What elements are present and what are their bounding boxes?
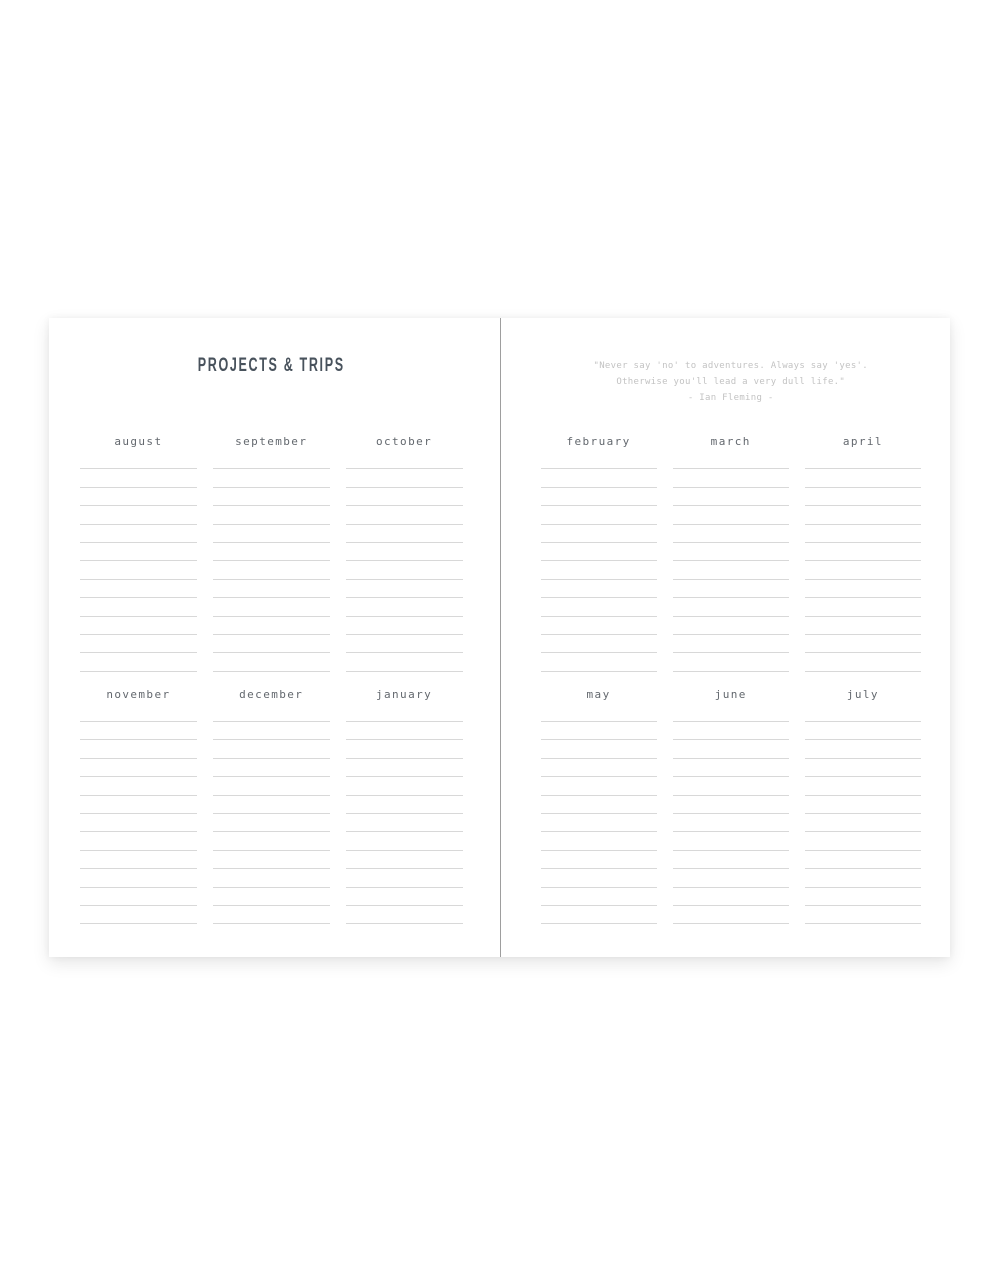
ruled-line — [80, 617, 197, 635]
ruled-line — [213, 777, 330, 795]
ruled-line — [80, 506, 197, 524]
month-block-april — [805, 433, 921, 672]
month-label-june: june — [714, 687, 747, 701]
ruled-line — [346, 543, 463, 561]
ruled-line — [541, 814, 657, 832]
ruled-line — [346, 580, 463, 598]
ruled-line — [673, 869, 789, 887]
ruled-line — [213, 525, 330, 543]
ruled-line — [213, 851, 330, 869]
ruled-line — [541, 777, 657, 795]
ruled-line — [346, 561, 463, 579]
ruled-line — [213, 814, 330, 832]
month-row — [80, 433, 463, 672]
month-lines — [80, 704, 197, 925]
ruled-line — [541, 906, 657, 924]
ruled-line — [80, 722, 197, 740]
ruled-line — [541, 635, 657, 653]
month-lines — [673, 451, 789, 672]
ruled-line — [80, 740, 197, 758]
month-label-july: july — [846, 687, 879, 701]
ruled-line — [673, 635, 789, 653]
ruled-line — [673, 598, 789, 616]
ruled-line — [80, 469, 197, 487]
month-label-august: august — [114, 435, 163, 448]
ruled-line — [346, 488, 463, 506]
month-label-november: november — [106, 687, 171, 701]
ruled-line — [213, 869, 330, 887]
month-lines — [805, 704, 921, 925]
ruled-line — [541, 869, 657, 887]
ruled-line — [80, 759, 197, 777]
ruled-line — [80, 635, 197, 653]
ruled-line — [213, 906, 330, 924]
month-label-october: october — [375, 435, 433, 448]
ruled-line — [805, 580, 921, 598]
month-block-january — [346, 686, 463, 925]
quote-block — [541, 318, 922, 433]
ruled-line — [805, 906, 921, 924]
month-lines — [213, 451, 330, 672]
ruled-line — [213, 451, 330, 469]
ruled-line — [673, 525, 789, 543]
ruled-line — [805, 469, 921, 487]
ruled-line — [346, 722, 463, 740]
ruled-line — [541, 653, 657, 671]
ruled-line — [541, 740, 657, 758]
ruled-line — [213, 653, 330, 671]
month-lines — [346, 704, 463, 925]
ruled-line — [541, 888, 657, 906]
ruled-line — [213, 561, 330, 579]
ruled-line — [346, 617, 463, 635]
ruled-line — [213, 617, 330, 635]
ruled-line — [805, 704, 921, 722]
month-block-august — [80, 433, 197, 672]
left-page-header — [80, 318, 463, 433]
ruled-line — [346, 832, 463, 850]
ruled-line — [673, 796, 789, 814]
ruled-line — [673, 704, 789, 722]
ruled-line — [80, 704, 197, 722]
month-block-october — [346, 433, 463, 672]
ruled-line — [213, 888, 330, 906]
ruled-line — [80, 580, 197, 598]
ruled-line — [673, 906, 789, 924]
ruled-line — [346, 598, 463, 616]
ruled-line — [541, 561, 657, 579]
month-lines — [346, 451, 463, 672]
ruled-line — [80, 814, 197, 832]
ruled-line — [346, 777, 463, 795]
ruled-line — [673, 832, 789, 850]
right-months-grid — [541, 433, 922, 924]
ruled-line — [805, 722, 921, 740]
ruled-line — [346, 469, 463, 487]
ruled-line — [346, 869, 463, 887]
ruled-line — [805, 525, 921, 543]
quote-attribution: - Ian Fleming - — [687, 393, 774, 403]
month-block-march — [673, 433, 789, 672]
ruled-line — [541, 506, 657, 524]
ruled-line — [346, 796, 463, 814]
ruled-line — [673, 777, 789, 795]
ruled-line — [805, 851, 921, 869]
month-block-november — [80, 686, 197, 925]
ruled-line — [541, 759, 657, 777]
ruled-line — [541, 832, 657, 850]
month-label-march: march — [710, 435, 751, 448]
ruled-line — [673, 653, 789, 671]
ruled-line — [673, 722, 789, 740]
ruled-line — [673, 759, 789, 777]
month-block-july — [805, 686, 921, 925]
ruled-line — [805, 759, 921, 777]
ruled-line — [80, 906, 197, 924]
ruled-line — [673, 814, 789, 832]
ruled-line — [213, 598, 330, 616]
ruled-line — [346, 451, 463, 469]
ruled-line — [541, 543, 657, 561]
ruled-line — [673, 888, 789, 906]
ruled-line — [805, 488, 921, 506]
ruled-line — [80, 796, 197, 814]
month-block-may — [541, 686, 657, 925]
ruled-line — [213, 543, 330, 561]
ruled-line — [541, 704, 657, 722]
ruled-line — [80, 832, 197, 850]
ruled-line — [346, 759, 463, 777]
ruled-line — [805, 869, 921, 887]
ruled-line — [805, 653, 921, 671]
ruled-line — [805, 506, 921, 524]
ruled-line — [673, 851, 789, 869]
ruled-line — [346, 814, 463, 832]
ruled-line — [541, 451, 657, 469]
right-page — [500, 318, 951, 957]
month-lines — [541, 451, 657, 672]
page-title: PROJECTS & TRIPS — [197, 355, 345, 376]
ruled-line — [805, 543, 921, 561]
ruled-line — [541, 580, 657, 598]
ruled-line — [213, 580, 330, 598]
ruled-line — [80, 561, 197, 579]
ruled-line — [80, 888, 197, 906]
ruled-line — [80, 777, 197, 795]
month-lines — [80, 451, 197, 672]
ruled-line — [213, 740, 330, 758]
month-block-june — [673, 686, 789, 925]
month-block-september — [213, 433, 330, 672]
left-page — [49, 318, 500, 957]
ruled-line — [673, 451, 789, 469]
month-block-february — [541, 433, 657, 672]
ruled-line — [346, 851, 463, 869]
ruled-line — [805, 832, 921, 850]
ruled-line — [805, 617, 921, 635]
month-label-september: september — [235, 435, 308, 448]
month-label-february: february — [566, 435, 631, 448]
ruled-line — [541, 488, 657, 506]
month-row — [80, 686, 463, 925]
ruled-line — [80, 653, 197, 671]
ruled-line — [213, 506, 330, 524]
ruled-line — [213, 635, 330, 653]
ruled-line — [541, 851, 657, 869]
ruled-line — [346, 704, 463, 722]
ruled-line — [346, 888, 463, 906]
ruled-line — [346, 506, 463, 524]
ruled-line — [805, 635, 921, 653]
ruled-line — [805, 561, 921, 579]
ruled-line — [805, 888, 921, 906]
ruled-line — [346, 653, 463, 671]
ruled-line — [673, 506, 789, 524]
ruled-line — [673, 488, 789, 506]
ruled-line — [805, 814, 921, 832]
ruled-line — [673, 617, 789, 635]
month-label-january: january — [375, 687, 433, 701]
ruled-line — [673, 580, 789, 598]
ruled-line — [805, 598, 921, 616]
month-label-may: may — [586, 687, 611, 701]
ruled-line — [80, 451, 197, 469]
ruled-line — [541, 469, 657, 487]
month-lines — [213, 704, 330, 925]
ruled-line — [541, 525, 657, 543]
planner-spread — [49, 318, 950, 957]
ruled-line — [80, 598, 197, 616]
ruled-line — [541, 617, 657, 635]
quote-line-2: Otherwise you'll lead a very dull life." — [616, 377, 846, 387]
ruled-line — [213, 796, 330, 814]
ruled-line — [541, 598, 657, 616]
ruled-line — [80, 869, 197, 887]
ruled-line — [805, 740, 921, 758]
month-block-december — [213, 686, 330, 925]
ruled-line — [673, 543, 789, 561]
month-label-april: april — [842, 435, 883, 448]
month-row — [541, 686, 922, 925]
month-lines — [541, 704, 657, 925]
ruled-line — [805, 796, 921, 814]
ruled-line — [346, 635, 463, 653]
ruled-line — [673, 561, 789, 579]
ruled-line — [805, 777, 921, 795]
ruled-line — [673, 469, 789, 487]
ruled-line — [213, 759, 330, 777]
quote-line-1: "Never say 'no' to adventures. Always say 'yes'. — [593, 361, 868, 371]
ruled-line — [213, 832, 330, 850]
ruled-line — [805, 451, 921, 469]
ruled-line — [80, 488, 197, 506]
ruled-line — [346, 906, 463, 924]
ruled-line — [80, 543, 197, 561]
ruled-line — [80, 525, 197, 543]
ruled-line — [541, 796, 657, 814]
ruled-line — [673, 740, 789, 758]
ruled-line — [346, 740, 463, 758]
month-label-december: december — [239, 687, 304, 701]
ruled-line — [346, 525, 463, 543]
ruled-line — [213, 722, 330, 740]
ruled-line — [80, 851, 197, 869]
month-lines — [805, 451, 921, 672]
month-lines — [673, 704, 789, 925]
ruled-line — [541, 722, 657, 740]
ruled-line — [213, 704, 330, 722]
left-months-grid — [80, 433, 463, 924]
ruled-line — [213, 488, 330, 506]
month-row — [541, 433, 922, 672]
ruled-line — [213, 469, 330, 487]
